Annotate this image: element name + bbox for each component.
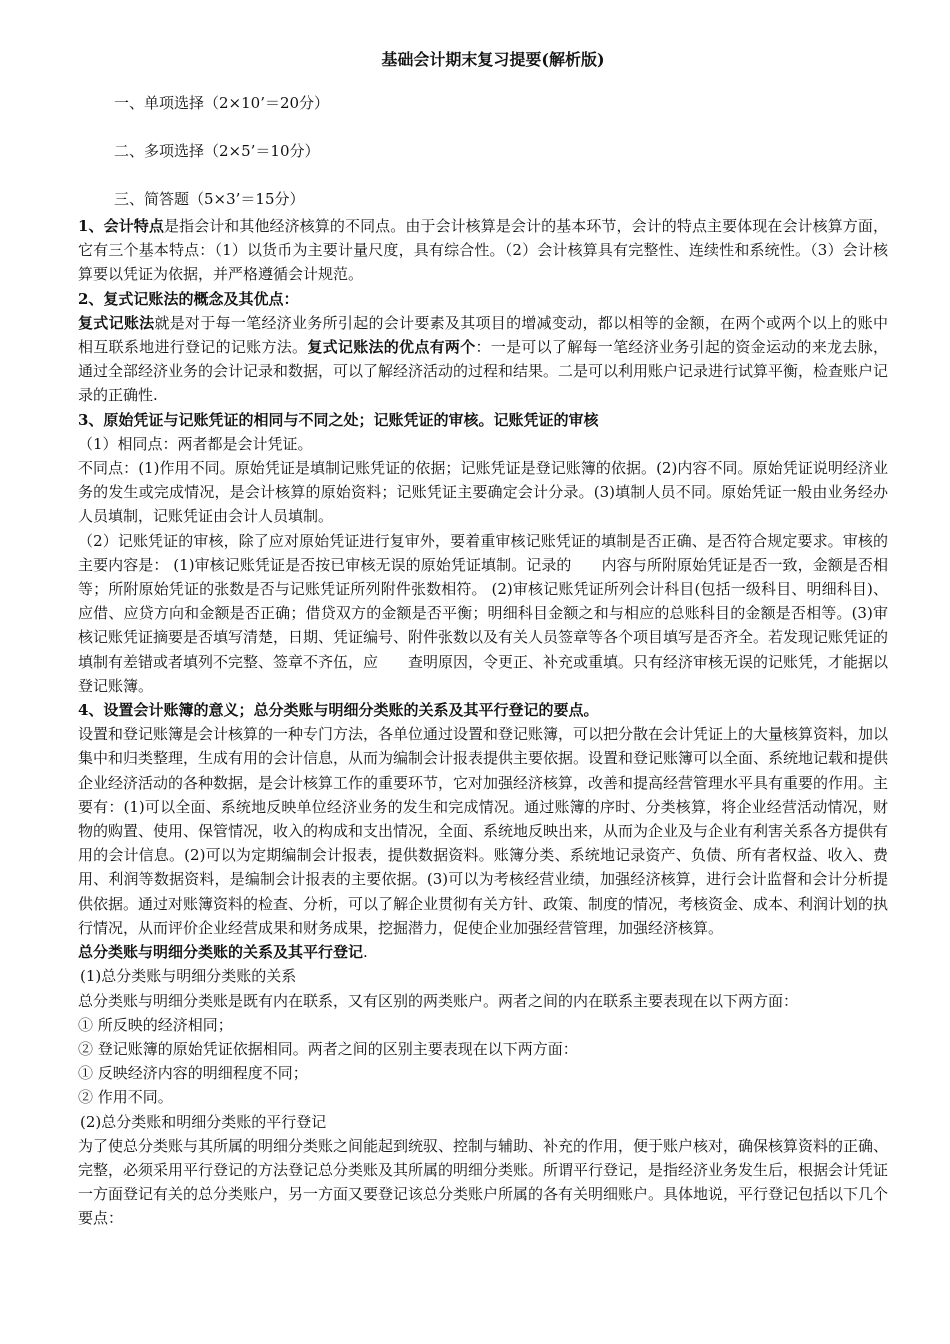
question-2-advantages-text: ：一是可以了解每一笔经济业务引起的资金运动的来龙去脉，通过全部经济业务的会计记录和数据，可以了解经济活动的过程和结果。二是可以利用账户记录进行试算平衡，检查账户记录的正确性. [78,338,889,405]
question-1-paragraph [78,214,888,287]
question-3-differences: 不同点：(1)作用不同。原始凭证是填制记账凭证的依据；记账凭证是登记账簿的依据。(2)内容不同。原始凭证说明经济业务的发生或完成情况，是会计核算的原始资料；记账凭证主要确定会计分录。(3)填制人员不同。原始凭证一般由业务经办人员填制，记账凭证由会计人员填制。 [78,459,888,526]
question-2-term-label: 复式记账法 [78,313,155,332]
question-4-list-item: ② 作用不同。 [78,1088,173,1107]
question-4-relation-title: (1)总分类账与明细分类账的关系 [80,967,297,986]
question-1-text: 是指会计和其他经济核算的不同点。由于会计核算是会计的基本环节，会计的特点主要体现在会计核算方面，它有三个基本特点：（1）以货币为主要计量尺度，具有综合性。（2）会计核算具有完整性、连续性和系统性。（3）会计核算要以凭证为依据，并严格遵循会计规范。 [78,217,888,284]
question-2-paragraph [78,311,888,408]
question-2-definition: 就是对于每一笔经济业务所引起的会计要素及其项目的增减变动，都以相等的金额，在两个或两个以上的账中相互联系地进行登记的记账方法。 [78,313,888,357]
question-3-review: （2）记账凭证的审核，除了应对原始凭证进行复审外，要着重审核记账凭证的填制是否正确、是否符合规定要求。审核的主要内容是： (1)审核记账凭证是否按已审核无误的原始凭证填制。记录的 内容与所附原始凭证是否一致，金额是否相等；所附原始凭证的张数是否与记账凭证所列附件张数相符。 (2)审核记账凭证所列会计科目(包括一级科目、明细科目)、应借、应贷方向和金额是否正确；借贷双方的金额是否平衡；明细科目金额之和与相应的总账科目的金额是否相等。(3)审核记账凭证摘要是否填写清楚，日期、凭证编号、附件张数以及有关人员签章等各个项目填写是否齐全。若发现记账凭证的填制有差错或者填列不完整、签章不齐伍，应 查明原因，令更正、补充或重填。只有经济审核无误的记账凭，才能据以登记账簿。 [78,531,889,695]
question-2-advantages-label: 复式记账法的优点有两个 [307,338,476,357]
question-3-heading: 3、原始凭证与记账凭证的相同与不同之处；记账凭证的审核。记账凭证的审核 [78,410,599,429]
section-short-answer: 三、简答题（5×3’＝15分） [114,190,305,208]
question-4-relation-text: 总分类账与明细分类账是既有内在联系，又有区别的两类账户。两者之间的内在联系主要表现在以下两方面： [78,991,799,1010]
section-multiple-choice: 二、多项选择（2×5’＝10分） [114,142,320,160]
question-1-label: 1、会计特点 [78,217,164,235]
section-single-choice: 一、单项选择（2×10’＝20分） [114,94,330,112]
question-4-list-item: ② 登记账簿的原始凭证依据相同。两者之间的区别主要表现在以下两方面： [78,1039,578,1058]
question-4-parallel-title: (2)总分类账和明细分类账的平行登记 [80,1112,327,1131]
question-4-list-item: ① 所反映的经济相同； [78,1015,233,1034]
question-4-parallel-text: 为了使总分类账与其所属的明细分类账之间能起到统驭、控制与辅助、补充的作用，便于账户核对，确保核算资料的正确、完整，必须采用平行登记的方法登记总分类账及其所属的明细分类账。所谓平行登记，是指经济业务发生后，根据会计凭证一方面登记有关的总分类账户，另一方面又要登记该总分类账户所属的各有关明细账户。具体地说，平行登记包括以下几个要点： [78,1136,889,1228]
question-4-significance: 设置和登记账簿是会计核算的一种专门方法，各单位通过设置和登记账簿，可以把分散在会计凭证上的大量核算资料，加以集中和归类整理，生成有用的会计信息，从而为编制会计报表提供主要依据。设置和登记账簿可以全面、系统地记载和提供企业经济活动的各种数据，是会计核算工作的重要环节，它对加强经济核算，改善和提高经营管理水平具有重要的作用。主要有：(1)可以全面、系统地反映单位经济业务的发生和完成情况。通过账簿的序时、分类核算，将企业经营活动情况，财物的购置、使用、保管情况，收入的构成和支出情况，全面、系统地反映出来，从而为企业及与企业有利害关系各方提供有用的会计信息。(2)可以为定期编制会计报表，提供数据资料。账簿分类、系统地记录资产、负债、所有者权益、收入、费用、利润等数据资料，是编制会计报表的主要依据。(3)可以为考核经营业绩，加强经济核算，进行会计监督和会计分析提供依据。通过对账簿资料的检查、分析，可以了解企业贯彻有关方针、政策、制度的情况，考核资金、成本、利润计划的执行情况，从而评价企业经营成果和财务成果，挖掘潜力，促使企业加强经营管理，加强经济核算。 [78,725,889,937]
page-title: 基础会计期末复习提要(解析版) [381,50,605,69]
question-4-subheading-tail: . [363,943,368,962]
question-3-similarities: （1）相同点：两者都是会计凭证。 [78,434,313,453]
question-2-heading: 2、复式记账法的概念及其优点： [78,289,299,308]
question-4-subheading [78,940,888,964]
question-4-subheading-text: 总分类账与明细分类账的关系及其平行登记 [78,943,364,962]
question-4-heading: 4、设置会计账簿的意义；总分类账与明细分类账的关系及其平行登记的要点。 [78,701,599,720]
question-4-list-item: ① 反映经济内容的明细程度不同； [78,1064,308,1083]
